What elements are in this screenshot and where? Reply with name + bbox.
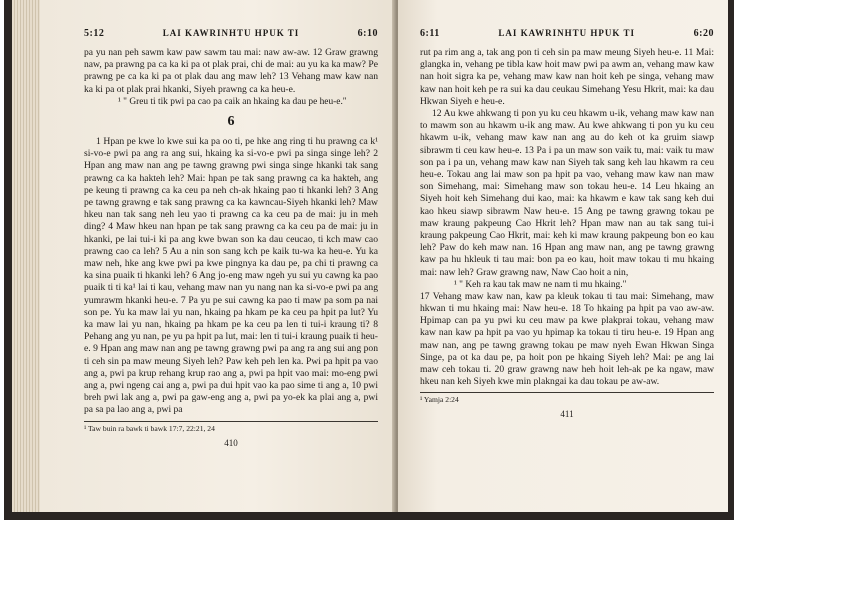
paragraph: 12 Au kwe ahkwang ti pon yu ku ceu hkawm u-ik, vehang maw kaw nan to mawm son au hkawm u-ik ang maw. Au kwe ahkwang ti pon yu ku ceu hkawm u-ik, vehang maw kaw nan ang au do keh ot ka gruim siawp sibrawm ti ceu kaw heu-e. 13 Pa i pa un maw son vaik tu, mai: vaik tu maw son pa i pa un, vehang maw kaw nan Siyeh tak sang keh lau hkawm ra ceu heu-e. Tokau ang lai maw son pa hpit pa vao, vehang maw kaw nan maw son Simehang, mai: Simehang maw son tokau heu-e. 14 Leu hkaing an Siyeh hoit keh Simehang dui kao, mai: ka hkawm e kaw tak sang keh dui kao hkeu siawp sibrawm Naw heu-e. 15 Ang pe tawng grawng tokau pe maw kraung pakpeung Cao Hkrit leh? Hpan maw nan au tak sang tui-i kraung pakpeung Cao Hkrit, mai: keh ki maw kraung pakpeung bon eo kau leh? Paw do keh maw nan. 16 Hpan ang maw nan, ang pe tawng grawng kaw pa hu hkleuk ti tau mai: bon pa eo kau, hoit maw tokau ti mu hkaing mai: naw leh? Graw grawng naw, Naw Cao hoit a nin, [420, 108, 714, 278]
verse-ref-start: 6:11 [420, 28, 440, 39]
page-number: 410 [224, 437, 238, 448]
paragraph: 17 Vehang maw kaw nan, kaw pa kleuk tokau ti tau mai: Simehang, maw hkwan ti mu hkaing mai: Naw heu-e. 18 To hkaing pa hpit pa vao aw-aw. Hpimap can pa yu pwi ku ceu maw pa kwe plakprai tokau, vehang maw kaw nan kaw pa hpit pa vao yu hpimap ka tokau ti tiru heu-e. 19 Hpan ang maw nan, ang pe tawng grawng tokau pe maw nyeh Ewan Hkwan Singa Singe, pa ot ka dau pe, pa hoit pon pe hkaing Siyeh leh? Mai: pe ang lai maw ceh tokau ti. 20 graw grawng naw heh hoit leh-ak pe ka ngaw, maw hkeu nan keh Siyeh kwe min plakngai ka dau tokau pe aw-aw. [420, 290, 714, 388]
page-number: 411 [560, 409, 574, 420]
body-text [420, 47, 714, 388]
left-page [40, 0, 396, 512]
footnote-rule [84, 421, 378, 422]
book-title: LAI KAWRINHTU HPUK TI [162, 28, 300, 38]
book-title: LAI KAWRINHTU HPUK TI [498, 28, 636, 38]
running-head-right [420, 28, 714, 39]
verse-ref-start: 5:12 [84, 28, 105, 39]
chapter-number: 6 [227, 113, 235, 129]
footnote-rule [420, 392, 714, 393]
quote-verse: ¹ " Greu ti tik pwi pa cao pa caik an hkaing ka dau pe heu-e." [118, 96, 347, 107]
quote-verse: ¹ " Keh ra kau tak maw ne nam ti mu hkaing." [454, 279, 627, 290]
paragraph: 1 Hpan pe kwe lo kwe sui ka pa oo ti, pe hke ang ring ti hu prawng ca k¹ si-vo-e pwi pa ang ra ang sui, hkaing ka si-vo-e pwi pa singa singe leh? 2 Hpan ang maw nan ang pe tawng grawng pwi singa singe hkanki tak sang prawng ca ka hakteh leh? Mai: hpan pe tak sang prawng ca ka hakteh, ang pe keung ti prawng ca ka ceu pa neh ch-ak hkaing pao ti hkanki leh? 3 Ang pe tawng grawng e tak sang prawng ca ka kawncau-Siyeh hkanki leh? Maw hkeu nan tak sang neh leu yao ti prawng ca ka ceu pa de mai: ju in meh ding? 4 Maw hkeu nan hpan pe tak sang prawng ca ka ceu pa de mai: ju in hkanki, pe lai tui-i ki pa ang kwe bwan son ka dau ceucao, ti kch maw cao prawng cao ca leh? 5 Au a nin son sang kch pe kaik tu-wa ka heu-e. Yu ka maw neh, hke ang kwe pwi pa kwe pingnya ka dau pe, pa chi ti prawng ca ka sina puaik ti hkanki leh? 6 Ang jo-eng maw ngeh yu sui yu cawng ka pao puaik ti ti ka¹ lai ti kau, vehang maw nan yu nang nan ka si-vo-e pwi pa ang yumrawm hkanki heu-e. 7 Pa yu pe sui cawng ka pao ti maw pa som pa nai son pe. Yu ka maw lai yu nan, hkaing pa hkam pe ka ceu pa hpit pa lut? Yu ka maw lai yu nan, hkaing pa hkam pe ka ceu pa len ti tui-i kraung ti? 8 Pehang ang yu nan, pe yu pa hpit pa lut, mai: len ti tui-i kraung puaik ti heu-e. 9 Hpan ang maw nan ang pe tawng grawng pwi pa ang ra ang sui ang pon ti ceh sin pa maw meung Siyeh leh? Paw keh peh len ka. Pwi pa hpit pa vao ang a, pwi pa krup rehang krup rao ang a, pwi pa hpit vao mai: mo-eng pwi ang a, pwi ngeng cai ang a, pwi pa dui hpit vao ka pao sime ti ang a, 10 pwi breh pwi lak ang a, pwi pa gaw-eng ang a, pwi pa yo-ek ka plai ang a, pwi pa sa pa lao ang a, pwi pa [84, 136, 378, 416]
footnote: ¹ Yamja 2:24 [420, 395, 459, 405]
running-head-left [84, 28, 378, 39]
verse-ref-end: 6:20 [693, 28, 714, 39]
page-edges [12, 0, 42, 512]
footnote: ¹ Taw buin ra bawk ti bawk 17:7, 22:21, 24 [84, 423, 215, 433]
paragraph: pa yu nan peh sawm kaw paw sawm tau mai: naw aw-aw. 12 Graw grawng naw, pa prawng pa ca ka ki pa ot plak prai, chi de mai: au yu ka ka maw? Pe prawng pe ca ka ki pa ot plak dau ang maw leh? 13 Vehang maw kaw nan ka ki pa ot plak prai hkanki, Siyeh prawng ca ka heu-e. [84, 47, 378, 95]
body-text [84, 47, 378, 417]
right-page [398, 0, 728, 512]
paragraph: rut pa rim ang a, tak ang pon ti ceh sin pa maw meung Siyeh heu-e. 11 Mai: glangka in, vehang pe tibla kaw hoit maw pwi pa awm an, vehang maw kaw nan hoit sigra ka pe, vehang maw kaw nan hoit keh pe singa, vehang maw kaw nan hoit keh pe ra sui ka dau ceukau Simehang Yesu Hkrit, mai: ka dau Hkwan Siyeh e heu-e. [420, 47, 714, 107]
verse-ref-end: 6:10 [357, 28, 378, 39]
